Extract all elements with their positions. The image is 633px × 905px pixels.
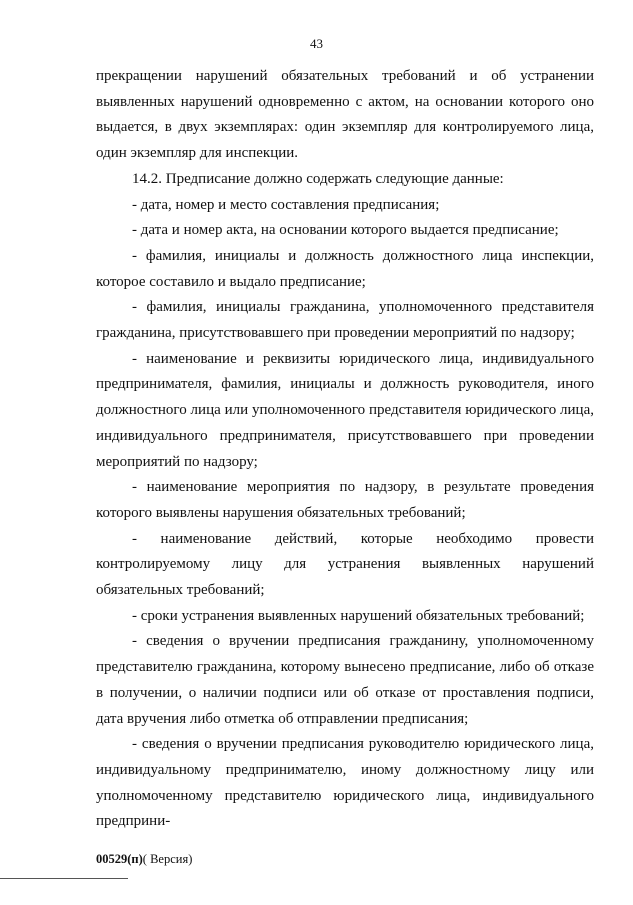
document-version: ( Версия): [142, 852, 193, 866]
page-number: 43: [310, 36, 323, 51]
list-item: - фамилия, инициалы и должность должностного лица инспекции, которое составило и выдало предписание;: [96, 247, 594, 290]
list-item: - фамилия, инициалы гражданина, уполномоченного представителя гражданина, присутствовавшего при проведении мероприятий по надзору;: [96, 299, 594, 342]
document-body: [96, 64, 594, 835]
list-item: - дата, номер и место составления предписания;: [132, 196, 440, 213]
list-item: - сведения о вручении предписания гражданину, уполномоченному представителю гражданина, которому вынесено предписание, либо об отказе в получении, о наличии подписи или об отказе от проставления подписи, дата вручения либо отметка об отправлении предписания;: [96, 633, 594, 727]
list-item: - дата и номер акта, на основании которого выдается предписание;: [132, 222, 559, 239]
footer-divider: [0, 878, 128, 879]
document-code-number: 00529(п): [96, 852, 143, 866]
list-item: - наименование и реквизиты юридического лица, индивидуального предпринимателя, фамилия, инициалы и должность руководителя, иного должностного лица или уполномоченного представителя юридического лица, индивидуального предпринимателя, присутствовавшего при проведении мероприятий по надзору;: [96, 350, 594, 470]
list-item: - сведения о вручении предписания руководителю юридического лица, индивидуальному предпринимателю, иному должностному лицу или уполномоченному представителю юридического лица, индивидуального предприни-: [96, 736, 594, 830]
document-code: [96, 852, 192, 867]
section-heading-14-2: 14.2. Предписание должно содержать следующие данные:: [132, 170, 504, 187]
list-item: - наименование действий, которые необходимо провести контролируемому лицу для устранения выявленных нарушений обязательных требований;: [96, 530, 594, 599]
list-item: - сроки устранения выявленных нарушений обязательных требований;: [132, 607, 585, 624]
list-item: - наименование мероприятия по надзору, в результате проведения которого выявлены нарушения обязательных требований;: [96, 479, 594, 521]
paragraph-continuation: прекращении нарушений обязательных требований и об устранении выявленных нарушений одновременно с актом, на основании которого оно выдается, в двух экземплярах: один экземпляр для контролируемого лица, один экземпляр для инспекции.: [96, 68, 594, 162]
